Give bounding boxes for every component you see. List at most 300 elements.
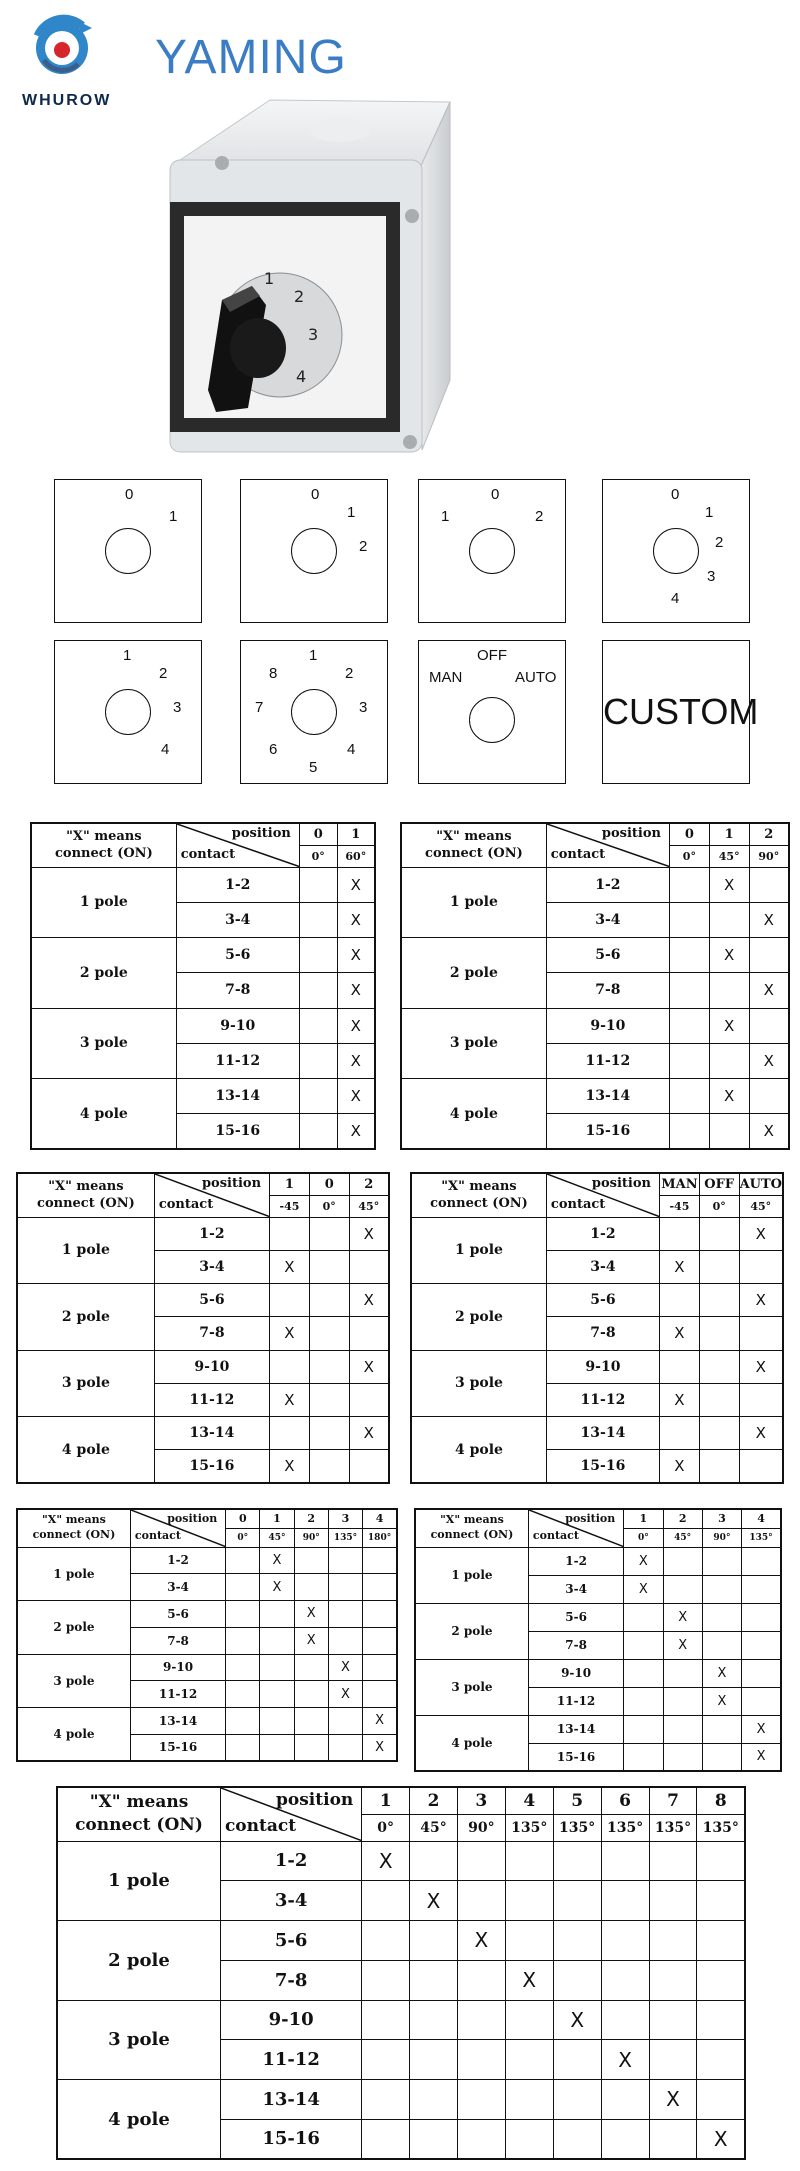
contact-state-cell [294, 1574, 328, 1601]
pole-label: 3 pole [401, 1008, 546, 1079]
contact-state-cell: X [749, 973, 789, 1008]
contact-label: contact [550, 846, 606, 862]
svg-text:4: 4 [296, 367, 307, 386]
brand-logo [30, 14, 100, 88]
contact-pair: 7-8 [176, 973, 299, 1008]
position-number: 6 [601, 1787, 649, 1814]
position-angle: 135° [553, 1814, 601, 1841]
contact-state-cell: X [663, 1631, 702, 1659]
contact-state-cell [749, 1008, 789, 1043]
dial-position-label: 2 [715, 534, 724, 551]
position-angle: 0° [299, 845, 337, 867]
contact-label: contact [532, 1528, 579, 1542]
contact-state-cell [742, 1631, 781, 1659]
position-angle: 90° [457, 1814, 505, 1841]
contact-state-cell [328, 1627, 362, 1654]
contact-state-cell: X [270, 1383, 310, 1416]
contact-pair: 1-2 [130, 1547, 225, 1574]
x-means-text: "X" means [436, 828, 512, 844]
dial-position-label: 1 [347, 504, 356, 521]
contact-state-cell [457, 1881, 505, 1921]
contact-state-cell [697, 1881, 745, 1921]
contact-state-cell [702, 1743, 741, 1771]
contact-state-cell [410, 2040, 458, 2080]
contact-state-cell: X [663, 1603, 702, 1631]
contact-state-cell [699, 1250, 739, 1283]
contact-state-cell: X [363, 1734, 397, 1761]
contact-state-cell [601, 1841, 649, 1881]
contact-pair: 3-4 [130, 1574, 225, 1601]
position-angle: 135° [328, 1528, 362, 1547]
dial-position-label: OFF [477, 647, 507, 664]
dial-position-label: 3 [359, 699, 368, 716]
contact-state-cell [299, 867, 337, 902]
dial-position-label: 2 [359, 538, 368, 555]
dial-position-label: 1 [123, 647, 132, 664]
contact-table [410, 1172, 784, 1484]
position-number: 1 [337, 823, 375, 845]
position-angle: 0° [624, 1528, 663, 1547]
contact-pair: 7-8 [546, 973, 669, 1008]
contact-pair: 15-16 [546, 1114, 669, 1149]
contact-pair: 7-8 [154, 1317, 269, 1350]
contact-state-cell [226, 1547, 260, 1574]
contact-state-cell [553, 2119, 601, 2159]
contact-state-cell [457, 1841, 505, 1881]
contact-state-cell [702, 1575, 741, 1603]
connect-on-text: connect (ON) [430, 1528, 514, 1542]
legend-cell [31, 823, 176, 867]
contact-state-cell [699, 1383, 739, 1416]
contact-state-cell: X [349, 1417, 389, 1450]
position-number: 1 [260, 1509, 294, 1528]
contact-state-cell [553, 2040, 601, 2080]
contact-state-cell [669, 1114, 709, 1149]
contact-pair: 15-16 [528, 1743, 623, 1771]
contact-pair: 5-6 [130, 1601, 225, 1628]
contact-state-cell [410, 1921, 458, 1961]
contact-state-cell [362, 2040, 410, 2080]
contact-state-cell [663, 1715, 702, 1743]
position-number: 2 [349, 1173, 389, 1195]
contact-state-cell [294, 1708, 328, 1735]
contact-state-cell [457, 2080, 505, 2120]
contact-pair: 15-16 [220, 2119, 361, 2159]
contact-state-cell [659, 1417, 699, 1450]
contact-state-cell [697, 1921, 745, 1961]
position-angle: 90° [749, 845, 789, 867]
contact-state-cell [739, 1250, 783, 1283]
pole-label: 2 pole [57, 1921, 220, 2001]
contact-pair: 5-6 [176, 938, 299, 973]
legend-cell [411, 1173, 546, 1217]
contact-state-cell: X [337, 938, 375, 973]
contact-label: contact [180, 846, 236, 862]
position-number: 1 [709, 823, 749, 845]
contact-state-cell [739, 1383, 783, 1416]
dial-panel [240, 640, 388, 784]
contact-state-cell [363, 1601, 397, 1628]
contact-pair: 3-4 [176, 902, 299, 937]
contact-state-cell [649, 1921, 697, 1961]
contact-state-cell [702, 1603, 741, 1631]
dial-position-label: AUTO [515, 669, 557, 686]
pole-label: 1 pole [31, 867, 176, 938]
contact-state-cell [270, 1350, 310, 1383]
dial-position-label: 7 [255, 699, 264, 716]
contact-state-cell: X [337, 1043, 375, 1078]
position-angle: -45 [270, 1195, 310, 1217]
contact-state-cell [624, 1715, 663, 1743]
position-angle: 90° [294, 1528, 328, 1547]
contact-table [16, 1508, 398, 1762]
contact-state-cell [663, 1575, 702, 1603]
contact-state-cell: X [337, 1008, 375, 1043]
contact-pair: 7-8 [528, 1631, 623, 1659]
contact-table [16, 1172, 390, 1484]
contact-state-cell [649, 1881, 697, 1921]
contact-state-cell [226, 1601, 260, 1628]
contact-state-cell [624, 1743, 663, 1771]
contact-state-cell: X [270, 1250, 310, 1283]
position-label: position [276, 1790, 354, 1810]
contact-state-cell: X [349, 1284, 389, 1317]
contact-state-cell [363, 1681, 397, 1708]
contact-state-cell: X [709, 1079, 749, 1114]
contact-state-cell [309, 1217, 349, 1250]
contact-state-cell [226, 1681, 260, 1708]
contact-pair: 5-6 [154, 1284, 269, 1317]
contact-state-cell [299, 902, 337, 937]
contact-state-cell: X [749, 1114, 789, 1149]
contact-state-cell [505, 2000, 553, 2040]
contact-state-cell [363, 1654, 397, 1681]
contact-state-cell [410, 2080, 458, 2120]
position-angle: 45° [260, 1528, 294, 1547]
contact-state-cell [699, 1350, 739, 1383]
contact-state-cell [601, 2080, 649, 2120]
contact-state-cell [697, 2040, 745, 2080]
dial-position-label: 0 [491, 486, 500, 503]
contact-state-cell [601, 1960, 649, 2000]
contact-state-cell: X [739, 1284, 783, 1317]
contact-pair: 5-6 [546, 938, 669, 973]
dial-position-label: 1 [169, 508, 178, 525]
brand-name: YAMING [155, 31, 347, 84]
position-angle: 45° [709, 845, 749, 867]
contact-state-cell: X [457, 1921, 505, 1961]
dial-position-label: 5 [309, 759, 318, 776]
svg-text:1: 1 [264, 269, 275, 288]
contact-state-cell: X [337, 973, 375, 1008]
contact-state-cell [669, 902, 709, 937]
x-means-text: "X" means [42, 1513, 106, 1527]
svg-text:2: 2 [294, 287, 305, 306]
dial-position-label: 0 [671, 486, 680, 503]
contact-state-cell: X [270, 1317, 310, 1350]
pole-label: 2 pole [415, 1603, 528, 1659]
contact-state-cell: X [742, 1715, 781, 1743]
connect-on-text: connect (ON) [55, 846, 153, 862]
contact-pair: 1-2 [176, 867, 299, 902]
position-angle: 90° [702, 1528, 741, 1547]
contact-state-cell [624, 1631, 663, 1659]
contact-pair: 11-12 [546, 1383, 659, 1416]
contact-pair: 5-6 [546, 1284, 659, 1317]
contact-state-cell [649, 2040, 697, 2080]
position-angle: 45° [349, 1195, 389, 1217]
contact-pair: 13-14 [528, 1715, 623, 1743]
contact-label: contact [134, 1528, 181, 1542]
position-number: OFF [699, 1173, 739, 1195]
position-angle: 60° [337, 845, 375, 867]
contact-pair: 7-8 [220, 1960, 361, 2000]
contact-pair: 5-6 [220, 1921, 361, 1961]
svg-text:3: 3 [308, 325, 319, 344]
contact-state-cell [709, 1114, 749, 1149]
position-number: MAN [659, 1173, 699, 1195]
contact-pair: 13-14 [220, 2080, 361, 2120]
contact-state-cell [697, 1841, 745, 1881]
pole-label: 3 pole [57, 2000, 220, 2080]
dial-position-label: 1 [705, 504, 714, 521]
position-number: 8 [697, 1787, 745, 1814]
contact-pair: 3-4 [528, 1575, 623, 1603]
contact-state-cell [709, 902, 749, 937]
position-contact-header [220, 1787, 361, 1841]
position-angle: 135° [697, 1814, 745, 1841]
position-angle: 45° [739, 1195, 783, 1217]
contact-state-cell [328, 1734, 362, 1761]
contact-state-cell: X [739, 1350, 783, 1383]
contact-pair: 1-2 [154, 1217, 269, 1250]
contact-state-cell [309, 1317, 349, 1350]
contact-table [414, 1508, 782, 1772]
dial-panel [602, 479, 750, 623]
legend-cell [57, 1787, 220, 1841]
position-contact-header [154, 1173, 269, 1217]
contact-state-cell [294, 1547, 328, 1574]
legend-cell [17, 1173, 154, 1217]
contact-state-cell: X [260, 1547, 294, 1574]
position-label: position [167, 1512, 218, 1525]
position-angle: 0° [669, 845, 709, 867]
contact-pair: 11-12 [546, 1043, 669, 1078]
contact-state-cell: X [294, 1627, 328, 1654]
contact-pair: 15-16 [154, 1450, 269, 1483]
position-number: 1 [624, 1509, 663, 1528]
contact-state-cell: X [659, 1450, 699, 1483]
position-number: 4 [742, 1509, 781, 1528]
contact-state-cell [260, 1627, 294, 1654]
pole-label: 2 pole [17, 1601, 130, 1655]
contact-state-cell: X [709, 938, 749, 973]
x-means-text: "X" means [66, 828, 142, 844]
contact-state-cell: X [742, 1743, 781, 1771]
contact-table [56, 1786, 746, 2160]
position-number: 0 [669, 823, 709, 845]
dial-ring-icon [469, 528, 515, 574]
contact-state-cell: X [349, 1217, 389, 1250]
contact-state-cell: X [697, 2119, 745, 2159]
pole-label: 4 pole [415, 1715, 528, 1771]
contact-state-cell [505, 1921, 553, 1961]
position-angle: 0° [309, 1195, 349, 1217]
position-number: 2 [294, 1509, 328, 1528]
contact-state-cell [669, 973, 709, 1008]
contact-state-cell [363, 1574, 397, 1601]
contact-state-cell [663, 1659, 702, 1687]
contact-pair: 9-10 [546, 1008, 669, 1043]
contact-state-cell: X [739, 1217, 783, 1250]
contact-state-cell [328, 1708, 362, 1735]
contact-state-cell: X [337, 1114, 375, 1149]
position-label: position [591, 1176, 651, 1191]
contact-pair: 15-16 [130, 1734, 225, 1761]
contact-state-cell [702, 1631, 741, 1659]
contact-state-cell: X [702, 1659, 741, 1687]
contact-state-cell [659, 1350, 699, 1383]
contact-state-cell [362, 1881, 410, 1921]
pole-label: 2 pole [17, 1284, 154, 1351]
contact-state-cell [410, 1841, 458, 1881]
pole-label: 1 pole [17, 1217, 154, 1284]
contact-state-cell [309, 1383, 349, 1416]
contact-state-cell [669, 1008, 709, 1043]
contact-pair: 13-14 [130, 1708, 225, 1735]
contact-state-cell [709, 1043, 749, 1078]
contact-state-cell [663, 1743, 702, 1771]
pole-label: 4 pole [57, 2080, 220, 2160]
position-number: 0 [299, 823, 337, 845]
position-number: 4 [505, 1787, 553, 1814]
x-means-text: "X" means [48, 1178, 124, 1194]
contact-state-cell [702, 1547, 741, 1575]
contact-pair: 13-14 [546, 1417, 659, 1450]
contact-pair: 11-12 [176, 1043, 299, 1078]
dial-ring-icon [291, 528, 337, 574]
contact-pair: 1-2 [546, 1217, 659, 1250]
position-contact-header [546, 823, 669, 867]
contact-state-cell [697, 2080, 745, 2120]
contact-state-cell: X [659, 1250, 699, 1283]
contact-state-cell [260, 1601, 294, 1628]
contact-state-cell [270, 1284, 310, 1317]
pole-label: 1 pole [401, 867, 546, 938]
contact-state-cell [260, 1654, 294, 1681]
contact-pair: 9-10 [546, 1350, 659, 1383]
connect-on-text: connect (ON) [32, 1528, 116, 1542]
contact-state-cell [309, 1350, 349, 1383]
contact-state-cell [699, 1217, 739, 1250]
contact-state-cell [294, 1654, 328, 1681]
contact-state-cell [601, 2119, 649, 2159]
position-number: 2 [663, 1509, 702, 1528]
pole-label: 3 pole [31, 1008, 176, 1079]
contact-state-cell: X [649, 2080, 697, 2120]
contact-pair: 1-2 [220, 1841, 361, 1881]
contact-state-cell [601, 1881, 649, 1921]
position-angle: 135° [505, 1814, 553, 1841]
contact-state-cell [309, 1450, 349, 1483]
dial-position-label: 1 [441, 508, 450, 525]
dial-position-label: 6 [269, 741, 278, 758]
contact-state-cell [739, 1317, 783, 1350]
pole-label: 2 pole [401, 938, 546, 1009]
dial-panel [240, 479, 388, 623]
position-number: 3 [702, 1509, 741, 1528]
contact-state-cell [649, 2119, 697, 2159]
contact-state-cell [749, 1079, 789, 1114]
contact-state-cell: X [349, 1350, 389, 1383]
contact-pair: 9-10 [220, 2000, 361, 2040]
contact-state-cell [697, 1960, 745, 2000]
contact-state-cell: X [601, 2040, 649, 2080]
pole-label: 3 pole [415, 1659, 528, 1715]
contact-state-cell: X [410, 1881, 458, 1921]
contact-pair: 9-10 [154, 1350, 269, 1383]
contact-state-cell: X [739, 1417, 783, 1450]
position-angle: 135° [601, 1814, 649, 1841]
contact-state-cell [362, 1960, 410, 2000]
position-contact-header [130, 1509, 225, 1547]
contact-state-cell: X [709, 867, 749, 902]
contact-state-cell [299, 1079, 337, 1114]
dial-ring-icon [105, 528, 151, 574]
position-label: position [231, 826, 291, 841]
dial-position-label: 0 [125, 486, 134, 503]
contact-state-cell [669, 938, 709, 973]
contact-pair: 11-12 [130, 1681, 225, 1708]
position-number: 0 [309, 1173, 349, 1195]
contact-state-cell [260, 1734, 294, 1761]
position-number: 0 [226, 1509, 260, 1528]
contact-state-cell [309, 1417, 349, 1450]
position-angle: 0° [362, 1814, 410, 1841]
dial-panel [602, 640, 759, 784]
contact-state-cell: X [659, 1383, 699, 1416]
contact-state-cell [709, 973, 749, 1008]
contact-state-cell [669, 1043, 709, 1078]
dial-position-label: 4 [161, 741, 170, 758]
contact-state-cell: X [624, 1547, 663, 1575]
whurow-logo-icon [30, 14, 100, 88]
pole-label: 2 pole [411, 1284, 546, 1351]
dial-position-label: 1 [309, 647, 318, 664]
contact-state-cell: X [702, 1687, 741, 1715]
contact-state-cell [505, 2040, 553, 2080]
contact-state-cell [362, 2080, 410, 2120]
contact-pair: 11-12 [154, 1383, 269, 1416]
contact-state-cell [505, 1881, 553, 1921]
dial-ring-icon [469, 697, 515, 743]
position-number: 3 [328, 1509, 362, 1528]
connect-on-text: connect (ON) [37, 1196, 135, 1212]
dial-panel [418, 479, 566, 623]
contact-state-cell [749, 938, 789, 973]
contact-pair: 15-16 [546, 1450, 659, 1483]
position-contact-header [176, 823, 299, 867]
product-photo [160, 90, 460, 460]
dial-position-label: 2 [159, 665, 168, 682]
contact-state-cell [349, 1383, 389, 1416]
contact-state-cell: X [337, 902, 375, 937]
contact-state-cell [699, 1450, 739, 1483]
contact-state-cell [226, 1734, 260, 1761]
contact-state-cell [553, 1881, 601, 1921]
position-angle: 0° [699, 1195, 739, 1217]
contact-state-cell [299, 973, 337, 1008]
